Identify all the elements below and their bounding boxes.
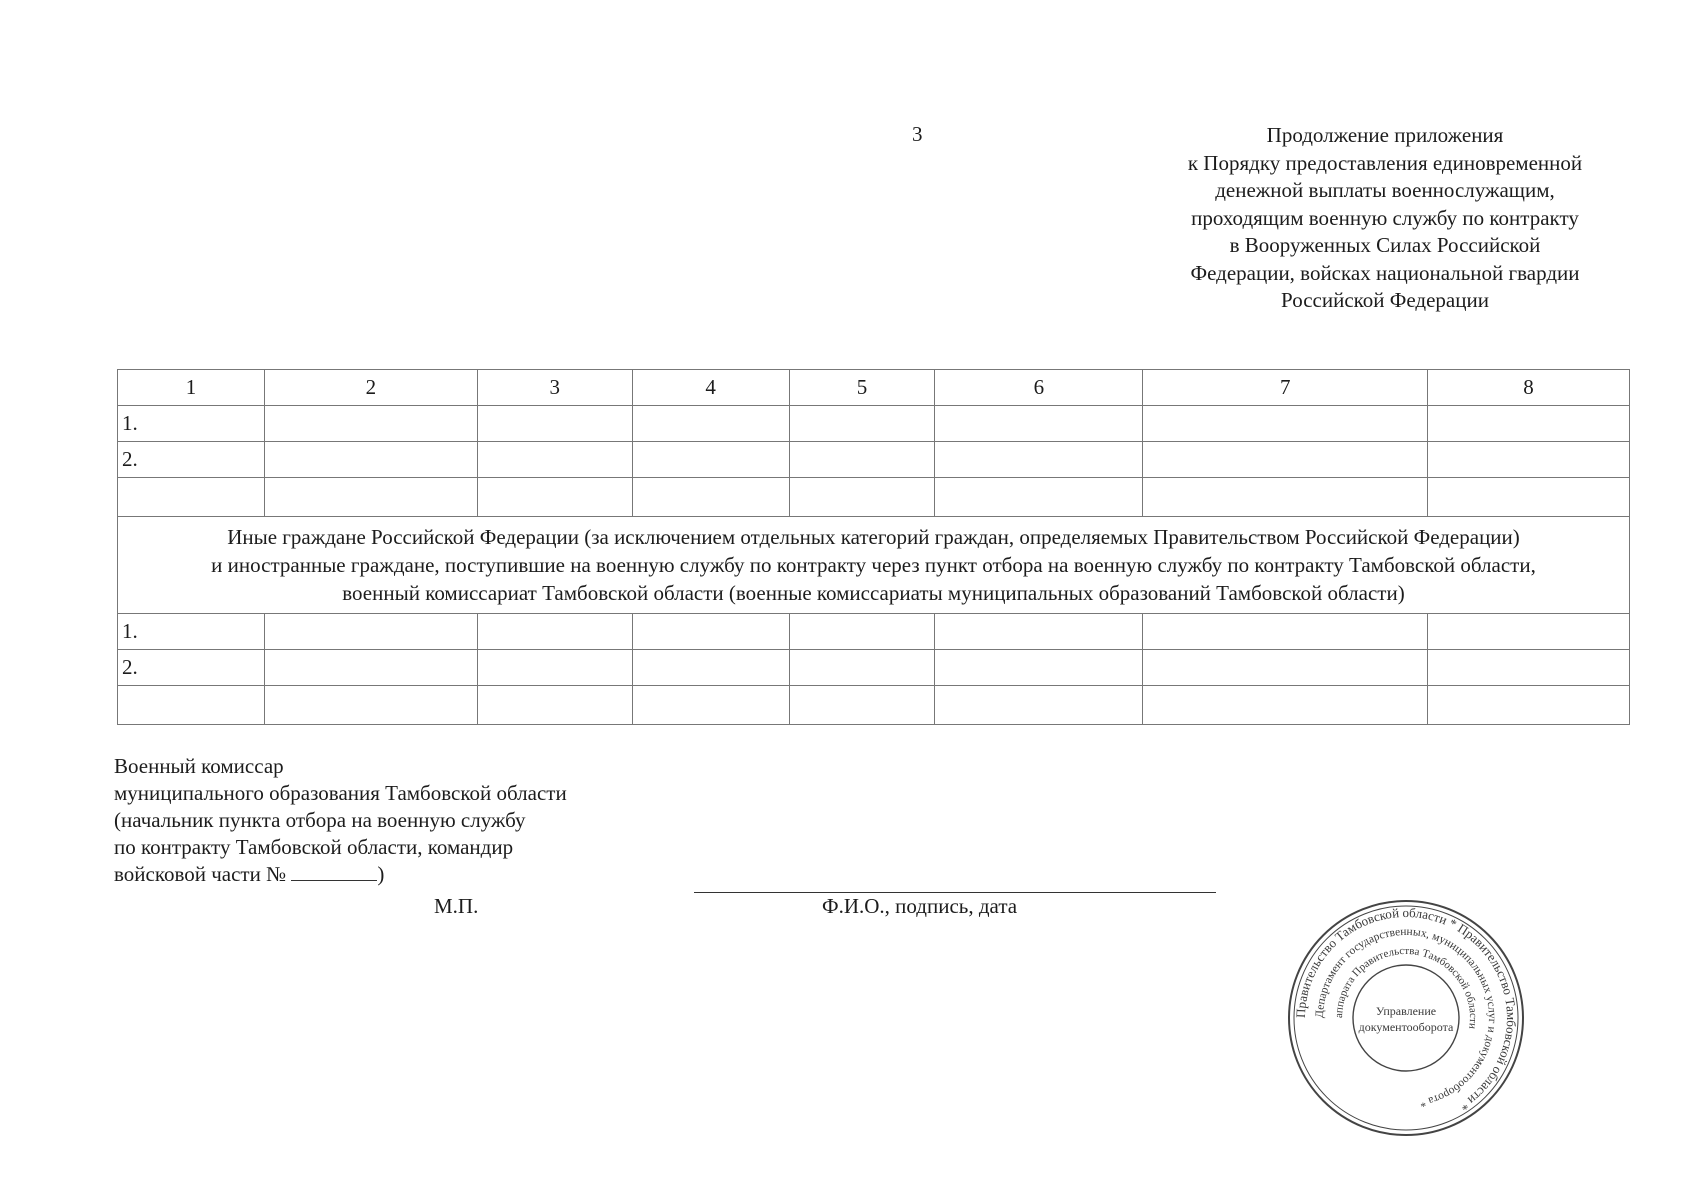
page-number: 3 bbox=[912, 122, 923, 146]
table-cell bbox=[1143, 442, 1428, 478]
table-cell bbox=[1428, 614, 1630, 650]
table-row bbox=[118, 686, 1630, 725]
table-cell bbox=[1143, 478, 1428, 517]
table-cell bbox=[789, 406, 935, 442]
table-cell bbox=[264, 614, 477, 650]
table-cell bbox=[477, 478, 632, 517]
table-cell bbox=[1428, 442, 1630, 478]
category-line: Иные граждане Российской Федерации (за исключением отдельных категорий граждан, определяемых Правительством Российской Федерации) bbox=[227, 525, 1520, 549]
table-cell bbox=[632, 686, 789, 725]
column-number: 7 bbox=[1143, 370, 1428, 406]
military-unit-number-blank[interactable] bbox=[291, 862, 377, 881]
table-cell bbox=[477, 614, 632, 650]
header-line: Российской Федерации bbox=[1281, 288, 1489, 312]
official-seal-icon bbox=[1286, 898, 1526, 1138]
table-cell bbox=[789, 686, 935, 725]
table-cell bbox=[1428, 686, 1630, 725]
row-number: 1. bbox=[118, 406, 265, 442]
table-cell bbox=[264, 442, 477, 478]
column-number: 3 bbox=[477, 370, 632, 406]
table-cell bbox=[935, 650, 1143, 686]
column-number: 6 bbox=[935, 370, 1143, 406]
military-unit-prefix: войсковой части № bbox=[114, 862, 287, 886]
header-line: в Вооруженных Силах Российской bbox=[1229, 233, 1541, 257]
header-line: Федерации, войсках национальной гвардии bbox=[1190, 260, 1580, 285]
seal-outer-text: Правительство Тамбовской области * Правительство Тамбовской области * bbox=[1292, 904, 1520, 1115]
payment-table bbox=[117, 369, 1630, 725]
seal-middle-text: Департамент государственных, муниципальных услуг и документооборота * bbox=[1313, 925, 1499, 1109]
header-line: денежной выплаты военнослужащим, bbox=[1215, 178, 1555, 202]
table-cell bbox=[264, 478, 477, 517]
table-cell bbox=[1143, 650, 1428, 686]
row-number bbox=[118, 478, 265, 517]
table-cell bbox=[789, 442, 935, 478]
table-cell bbox=[935, 406, 1143, 442]
column-number: 2 bbox=[264, 370, 477, 406]
table-cell bbox=[632, 650, 789, 686]
seal-center-line: документооборота bbox=[1358, 1020, 1454, 1034]
row-number: 2. bbox=[118, 650, 265, 686]
table-cell bbox=[1143, 686, 1428, 725]
category-heading bbox=[118, 517, 1630, 614]
military-unit-line bbox=[114, 861, 567, 888]
table-cell bbox=[632, 442, 789, 478]
row-number: 1. bbox=[118, 614, 265, 650]
category-heading-row bbox=[118, 517, 1630, 614]
column-number: 5 bbox=[789, 370, 935, 406]
header-line: к Порядку предоставления единовременной bbox=[1187, 150, 1583, 175]
table-row bbox=[118, 406, 1630, 442]
table-cell bbox=[264, 686, 477, 725]
category-line: военный комиссариат Тамбовской области (военные комиссариаты муниципальных образований Тамбовской области) bbox=[342, 581, 1405, 605]
column-number: 1 bbox=[118, 370, 265, 406]
column-number: 8 bbox=[1428, 370, 1630, 406]
table-cell bbox=[935, 686, 1143, 725]
table-cell bbox=[1428, 650, 1630, 686]
table-row bbox=[118, 614, 1630, 650]
signatory-line: Военный комиссар bbox=[114, 754, 284, 778]
table-cell bbox=[935, 614, 1143, 650]
table-cell bbox=[935, 442, 1143, 478]
table-cell bbox=[1143, 614, 1428, 650]
signatory-block bbox=[114, 753, 567, 888]
table-cell bbox=[789, 478, 935, 517]
appendix-header bbox=[1160, 122, 1610, 315]
category-line: и иностранные граждане, поступившие на военную службу по контракту через пункт отбора на военную службу по контракту Тамбовской области, bbox=[211, 553, 1536, 577]
table-cell bbox=[935, 478, 1143, 517]
signatory-line: (начальник пункта отбора на военную службу bbox=[114, 808, 526, 832]
table-cell bbox=[789, 614, 935, 650]
seal-inner-text: аппарата Правительства Тамбовской области bbox=[1332, 944, 1480, 1030]
header-line: Продолжение приложения bbox=[1266, 123, 1504, 147]
table-row bbox=[118, 478, 1630, 517]
table-row bbox=[118, 650, 1630, 686]
table-cell bbox=[477, 442, 632, 478]
table-cell bbox=[264, 650, 477, 686]
row-number: 2. bbox=[118, 442, 265, 478]
military-unit-suffix: ) bbox=[377, 862, 385, 886]
column-number: 4 bbox=[632, 370, 789, 406]
row-number bbox=[118, 686, 265, 725]
header-line: проходящим военную службу по контракту bbox=[1191, 205, 1579, 230]
column-number-row bbox=[118, 370, 1630, 406]
table-cell bbox=[1428, 406, 1630, 442]
stamp-place-label: М.П. bbox=[434, 894, 479, 918]
table-cell bbox=[789, 650, 935, 686]
table-cell bbox=[632, 478, 789, 517]
table-cell bbox=[1143, 406, 1428, 442]
table-row bbox=[118, 442, 1630, 478]
table-cell bbox=[1428, 478, 1630, 517]
table-cell bbox=[632, 614, 789, 650]
seal-center-line: Управление bbox=[1375, 1004, 1437, 1018]
table-cell bbox=[477, 686, 632, 725]
signatory-line: муниципального образования Тамбовской области bbox=[114, 781, 567, 805]
table-cell bbox=[632, 406, 789, 442]
signatory-line: по контракту Тамбовской области, командир bbox=[114, 835, 514, 859]
signature-caption: Ф.И.О., подпись, дата bbox=[822, 894, 1018, 918]
table-cell bbox=[477, 406, 632, 442]
table-cell bbox=[477, 650, 632, 686]
signature-line[interactable] bbox=[694, 892, 1216, 893]
table-cell bbox=[264, 406, 477, 442]
